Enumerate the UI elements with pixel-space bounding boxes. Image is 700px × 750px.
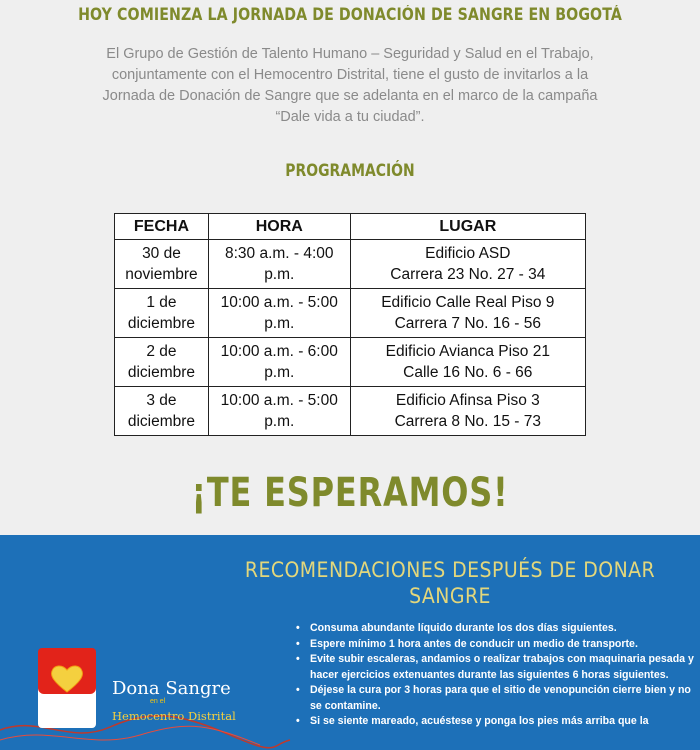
te-esperamos-banner: ¡TE ESPERAMOS! [191,470,509,516]
heart-icon [50,664,84,694]
cell-hora: 10:00 a.m. - 6:00 p.m. [208,338,350,387]
cell-lugar: Edificio Avianca Piso 21 Calle 16 No. 6 - 66 [350,338,585,387]
intro-line: “Dale vida a tu ciudad”. [275,109,425,125]
recommendations-panel [0,535,700,750]
cell-fecha: 3 de diciembre [115,387,209,436]
list-item: • Consuma abundante líquido durante los dos días siguientes. [290,621,695,637]
cell-lugar: Edificio Calle Real Piso 9 Carrera 7 No. 16 - 56 [350,289,585,338]
cell-hora: 10:00 a.m. - 5:00 p.m. [208,387,350,436]
table-row [115,240,586,289]
programacion-title: PROGRAMACIÓN [285,161,415,181]
table-row [115,289,586,338]
list-item: • Espere mínimo 1 hora antes de conducir un medio de transporte. [290,637,695,653]
table-header-row [115,214,586,240]
logo-name: Dona Sangre [112,678,231,699]
list-item: • Déjese la cura por 3 horas para que el sitio de venopunción cierre bien y no se contamine. [290,683,695,714]
logo-subtitle: Hemocentro Distrital [112,709,236,723]
recommendations-list [290,621,695,730]
recommendations-title: RECOMENDACIONES DESPUÉS DE DONAR SANGRE [244,558,656,608]
logo-small-text: en el [150,698,166,705]
cell-lugar: Edificio ASD Carrera 23 No. 27 - 34 [350,240,585,289]
intro-line: El Grupo de Gestión de Talento Humano – Seguridad y Salud en el Trabajo, [106,46,594,62]
table-row [115,387,586,436]
headline: HOY COMIENZA LA JORNADA DE DONACIÓN DE SANGRE EN BOGOTÁ [78,5,622,24]
blood-bag-logo [38,648,96,728]
header-lugar: LUGAR [350,214,585,240]
schedule-table [114,213,586,436]
cell-fecha: 1 de diciembre [115,289,209,338]
intro-line: Jornada de Donación de Sangre que se adelanta en el marco de la campaña [102,88,598,104]
cell-fecha: 30 de noviembre [115,240,209,289]
cell-fecha: 2 de diciembre [115,338,209,387]
intro-paragraph [95,44,605,128]
list-item: • Si se siente mareado, acuéstese y ponga los pies más arriba que la [290,714,695,730]
intro-line: conjuntamente con el Hemocentro Distrital, tiene el gusto de invitarlos a la [111,67,589,83]
header-hora: HORA [208,214,350,240]
cell-hora: 10:00 a.m. - 5:00 p.m. [208,289,350,338]
list-item: • Evite subir escaleras, andamios o realizar trabajos con maquinaria pesada y hacer ejercicios extenuantes durante las siguientes 6 horas siguientes. [290,652,695,683]
table-row [115,338,586,387]
cell-hora: 8:30 a.m. - 4:00 p.m. [208,240,350,289]
header-fecha: FECHA [115,214,209,240]
cell-lugar: Edificio Afinsa Piso 3 Carrera 8 No. 15 - 73 [350,387,585,436]
